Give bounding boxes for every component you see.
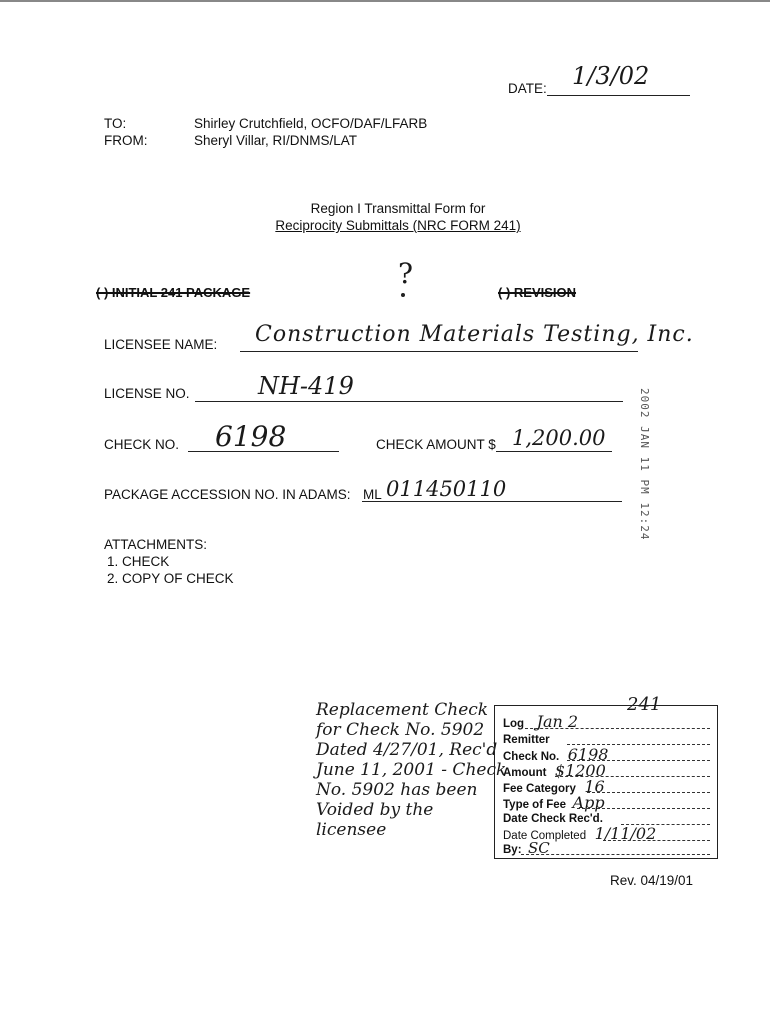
date-received-label: Date Check Rec'd. xyxy=(503,813,603,825)
log-amount-value: $1200 xyxy=(554,761,606,780)
from-label: FROM: xyxy=(104,133,148,148)
log-row xyxy=(503,712,578,732)
remitter-label: Remitter xyxy=(503,734,550,746)
by-row xyxy=(503,839,550,858)
to-label: TO: xyxy=(104,116,127,131)
log-value: Jan 2 xyxy=(536,712,579,731)
by-line xyxy=(521,854,710,855)
handwritten-note xyxy=(316,700,507,840)
receipt-stamp: 2002 JAN 11 PM 12:24 xyxy=(638,388,651,541)
check-amount-value: 1,200.00 xyxy=(512,426,606,450)
type-of-fee-value: App xyxy=(572,793,605,812)
to-value: Shirley Crutchfield, OCFO/DAF/LFARB xyxy=(194,116,428,131)
log-line xyxy=(525,728,710,729)
fee-category-line xyxy=(587,792,710,793)
initial-package-option: ( ) INITIAL 241 PACKAGE xyxy=(96,285,251,300)
attachment-item-1: 1. CHECK xyxy=(107,554,170,569)
log-check-no-label: Check No. xyxy=(503,751,560,763)
revision-option: ( ) REVISION xyxy=(498,285,577,300)
note-line-3: Dated 4/27/01, Rec'd xyxy=(316,740,498,760)
form-title: Region I Transmittal Form for xyxy=(310,201,486,216)
log-check-no-value: 6198 xyxy=(567,745,609,764)
log-amount-label: Amount xyxy=(503,767,547,779)
date-completed-value: 1/11/02 xyxy=(594,824,657,843)
from-value: Sheryl Villar, RI/DNMS/LAT xyxy=(194,133,358,148)
check-no-label: CHECK NO. xyxy=(104,437,180,452)
fee-category-label: Fee Category xyxy=(503,783,576,795)
license-no-underline xyxy=(195,401,623,402)
type-of-fee-label: Type of Fee xyxy=(503,799,567,811)
fee-log-stamp xyxy=(494,694,718,859)
fee-category-value: 16 xyxy=(584,777,605,796)
check-amount-underline xyxy=(496,451,612,452)
by-value: SC xyxy=(527,839,550,857)
by-label: By: xyxy=(503,844,522,856)
date-completed-line xyxy=(603,840,710,841)
note-line-4: June 11, 2001 - Check xyxy=(316,760,507,780)
note-line-2: for Check No. 5902 xyxy=(316,720,485,740)
date-value: 1/3/02 xyxy=(572,62,650,90)
accession-underline xyxy=(362,501,622,502)
revision-footer: Rev. 04/19/01 xyxy=(610,873,694,888)
note-line-6: Voided by the xyxy=(316,800,434,820)
date-label: DATE: xyxy=(508,81,547,96)
accession-prefix: ML xyxy=(363,487,382,502)
note-line-5: No. 5902 has been xyxy=(316,780,478,800)
note-line-7: licensee xyxy=(316,820,387,840)
accession-label: PACKAGE ACCESSION NO. IN ADAMS: xyxy=(104,487,351,502)
question-mark: ? xyxy=(398,257,414,290)
scan-top-edge xyxy=(0,0,770,2)
date-underline xyxy=(547,95,690,96)
licensee-name-underline xyxy=(240,351,638,352)
licensee-name-value: Construction Materials Testing, Inc. xyxy=(255,322,694,347)
question-dot xyxy=(401,293,405,297)
date-completed-label: Date Completed xyxy=(503,830,587,842)
attachments-heading: ATTACHMENTS: xyxy=(104,537,207,552)
check-amount-label: CHECK AMOUNT $ xyxy=(376,437,496,452)
licensee-name-label: LICENSEE NAME: xyxy=(104,337,218,352)
log-number: 241 xyxy=(627,694,662,715)
license-no-value: NH-419 xyxy=(258,372,354,400)
license-no-label: LICENSE NO. xyxy=(104,386,190,401)
note-line-1: Replacement Check xyxy=(316,700,489,720)
check-no-value: 6198 xyxy=(215,420,287,453)
form-subtitle: Reciprocity Submittals (NRC FORM 241) xyxy=(275,218,521,233)
log-label: Log xyxy=(503,718,525,730)
attachment-item-2: 2. COPY OF CHECK xyxy=(107,571,234,586)
accession-value: 011450110 xyxy=(386,477,507,501)
